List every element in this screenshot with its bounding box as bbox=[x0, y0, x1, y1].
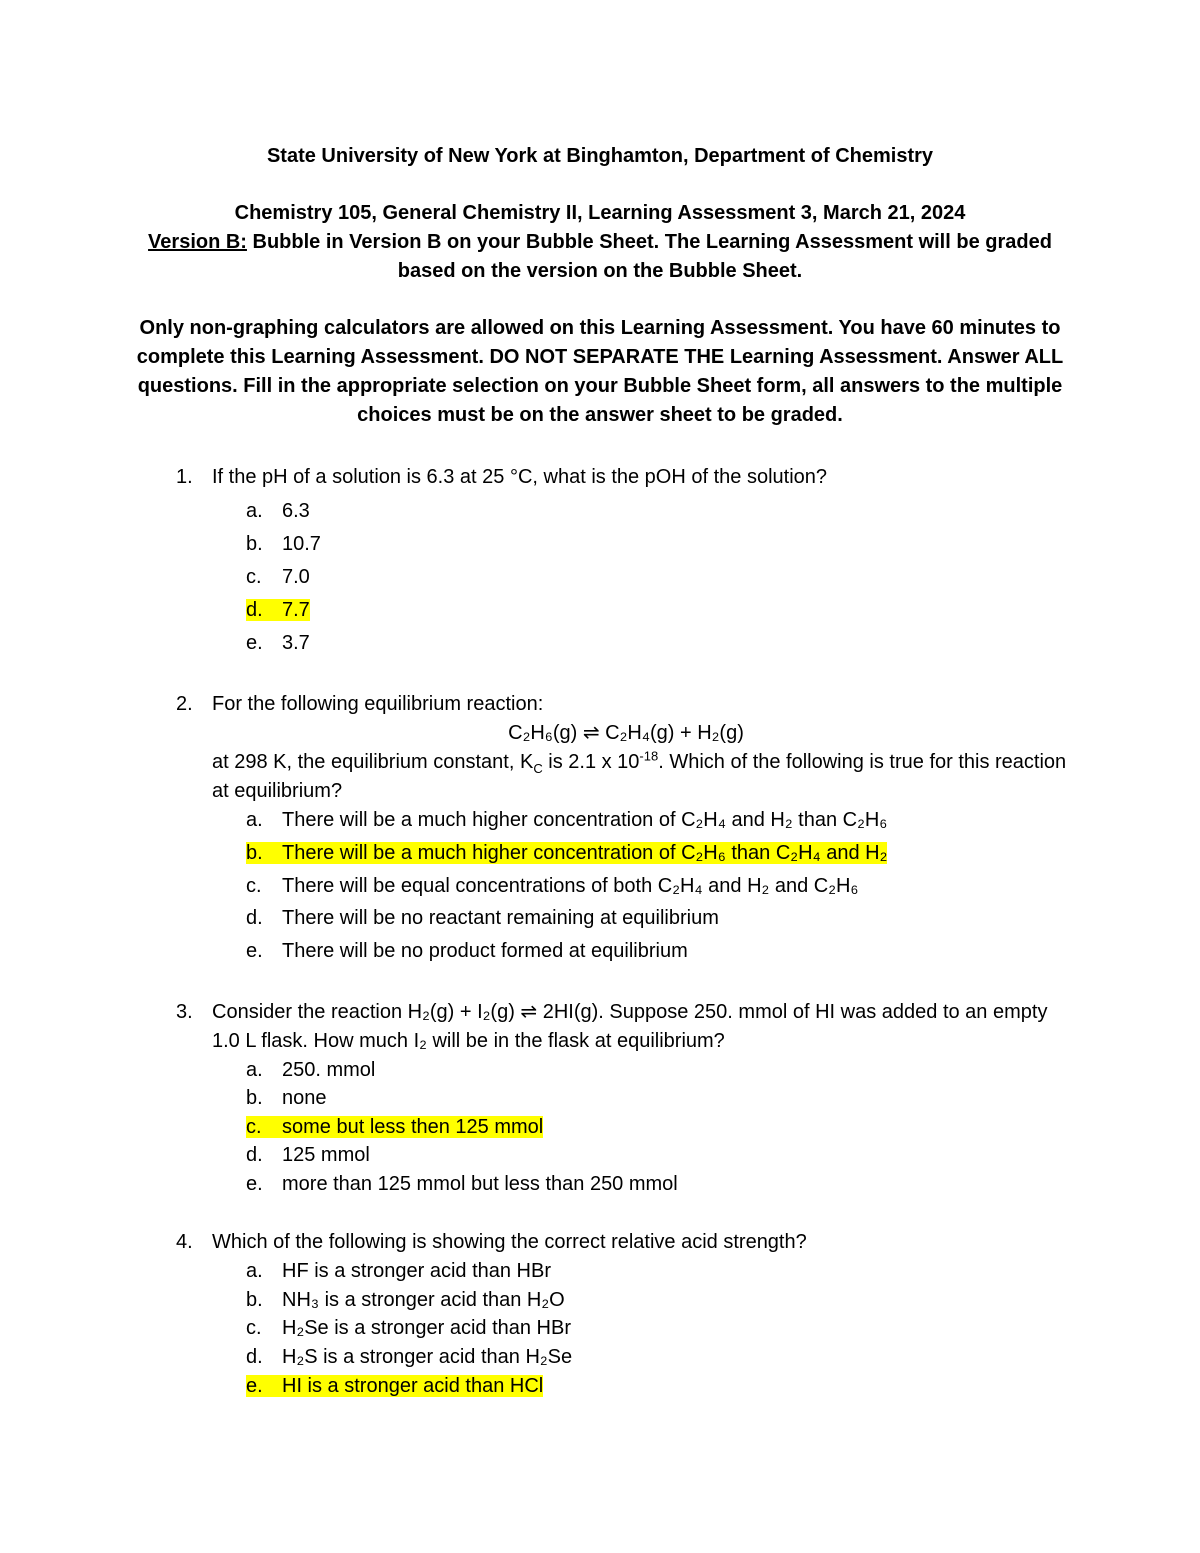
question-text: For the following equilibrium reaction: bbox=[212, 693, 544, 715]
option-d-highlighted[interactable] bbox=[246, 596, 310, 624]
option-text: There will be a much higher concentration of C₂H₄ and H₂ than C₂H₆ bbox=[282, 809, 888, 831]
option-letter: e. bbox=[246, 632, 263, 654]
option-letter: c. bbox=[246, 875, 262, 897]
option-letter: c. bbox=[246, 1116, 262, 1138]
option-letter: c. bbox=[246, 1317, 262, 1339]
option-d[interactable] bbox=[246, 1141, 370, 1169]
option-c[interactable] bbox=[246, 563, 310, 591]
option-letter: c. bbox=[246, 566, 262, 588]
option-letter: a. bbox=[246, 809, 263, 831]
question-followup bbox=[212, 748, 1072, 806]
option-text: NH₃ is a stronger acid than H₂O bbox=[282, 1289, 565, 1311]
instructions-paragraph: Only non-graphing calculators are allowed on this Learning Assessment. You have 60 minutes to complete this Learning Assessment. DO NOT SEPARATE THE Learning Assessment. Answer ALL questions. Fill in the appropriate selection on your Bubble Sheet form, all answers to the multiple choices must be on the answer sheet to be graded. bbox=[136, 317, 1064, 426]
question-text: Which of the following is showing the correct relative acid strength? bbox=[212, 1231, 807, 1253]
version-paragraph bbox=[130, 228, 1070, 286]
option-text: 125 mmol bbox=[282, 1144, 370, 1166]
option-letter: b. bbox=[246, 842, 263, 864]
question-number: 1. bbox=[176, 466, 193, 488]
option-text: 7.0 bbox=[282, 566, 310, 588]
option-letter: b. bbox=[246, 1289, 263, 1311]
option-b[interactable] bbox=[246, 1286, 565, 1314]
option-text: 6.3 bbox=[282, 500, 310, 522]
option-e[interactable] bbox=[246, 629, 310, 657]
option-letter: b. bbox=[246, 1087, 263, 1109]
option-c[interactable] bbox=[246, 872, 858, 900]
option-c[interactable] bbox=[246, 1314, 571, 1342]
exponent: -18 bbox=[639, 748, 659, 764]
option-text: 250. mmol bbox=[282, 1059, 376, 1081]
option-d[interactable] bbox=[246, 1343, 572, 1371]
followup-text: . Which of the following is true for this reaction at equilibrium? bbox=[212, 751, 1067, 802]
university-heading: State University of New York at Binghamton, Department of Chemistry bbox=[266, 145, 934, 167]
option-text: 3.7 bbox=[282, 632, 310, 654]
option-letter: a. bbox=[246, 500, 263, 522]
option-letter: d. bbox=[246, 599, 263, 621]
option-letter: d. bbox=[246, 907, 263, 929]
option-c-highlighted[interactable] bbox=[246, 1113, 543, 1141]
option-b[interactable] bbox=[246, 1084, 327, 1112]
option-letter: a. bbox=[246, 1260, 263, 1282]
option-e[interactable] bbox=[246, 1170, 678, 1198]
question-number: 2. bbox=[176, 693, 193, 715]
option-a[interactable] bbox=[246, 1257, 551, 1285]
equilibrium-equation: C₂H₆(g) ⇌ C₂H₄(g) + H₂(g) bbox=[508, 722, 744, 744]
option-d[interactable] bbox=[246, 904, 719, 932]
option-letter: d. bbox=[246, 1144, 263, 1166]
option-letter: e. bbox=[246, 940, 263, 962]
question-text: If the pH of a solution is 6.3 at 25 °C, what is the pOH of the solution? bbox=[212, 466, 828, 488]
option-text: There will be equal concentrations of both C₂H₄ and H₂ and C₂H₆ bbox=[282, 875, 859, 897]
option-text: H₂Se is a stronger acid than HBr bbox=[282, 1317, 572, 1339]
option-text: 7.7 bbox=[282, 599, 310, 621]
option-b[interactable] bbox=[246, 530, 321, 558]
option-text: none bbox=[282, 1087, 327, 1109]
option-text: There will be no reactant remaining at equilibrium bbox=[282, 907, 719, 929]
option-letter: d. bbox=[246, 1346, 263, 1368]
question-number: 4. bbox=[176, 1231, 193, 1253]
question-number: 3. bbox=[176, 1001, 193, 1023]
option-text: H₂S is a stronger acid than H₂Se bbox=[282, 1346, 573, 1368]
option-text: more than 125 mmol but less than 250 mmol bbox=[282, 1173, 678, 1195]
option-text: 10.7 bbox=[282, 533, 321, 555]
option-a[interactable] bbox=[246, 806, 887, 834]
option-letter: e. bbox=[246, 1375, 263, 1397]
option-text: some but less then 125 mmol bbox=[282, 1116, 544, 1138]
option-a[interactable] bbox=[246, 1056, 375, 1084]
option-text: There will be a much higher concentration of C₂H₆ than C₂H₄ and H₂ bbox=[282, 842, 888, 864]
option-a[interactable] bbox=[246, 497, 310, 525]
option-text: There will be no product formed at equilibrium bbox=[282, 940, 688, 962]
followup-text: is 2.1 x 10 bbox=[542, 751, 640, 773]
option-text: HF is a stronger acid than HBr bbox=[282, 1260, 551, 1282]
option-letter: e. bbox=[246, 1173, 263, 1195]
version-text: Bubble in Version B on your Bubble Sheet. The Learning Assessment will be graded based on the version on the Bubble Sheet. bbox=[246, 231, 1052, 282]
followup-text: at 298 K, the equilibrium constant, K bbox=[212, 751, 534, 773]
option-text: HI is a stronger acid than HCl bbox=[282, 1375, 544, 1397]
version-label: Version B: bbox=[148, 231, 247, 253]
question-text: Consider the reaction H₂(g) + I₂(g) ⇌ 2HI(g). Suppose 250. mmol of HI was added to an empty 1.0 L flask. How much I₂ will be in the flask at equilibrium? bbox=[212, 1001, 1048, 1052]
option-letter: a. bbox=[246, 1059, 263, 1081]
k-subscript: C bbox=[533, 761, 543, 776]
option-e[interactable] bbox=[246, 937, 688, 965]
course-line: Chemistry 105, General Chemistry II, Learning Assessment 3, March 21, 2024 bbox=[234, 202, 966, 224]
option-b-highlighted[interactable] bbox=[246, 839, 887, 867]
option-e-highlighted[interactable] bbox=[246, 1372, 543, 1400]
option-letter: b. bbox=[246, 533, 263, 555]
